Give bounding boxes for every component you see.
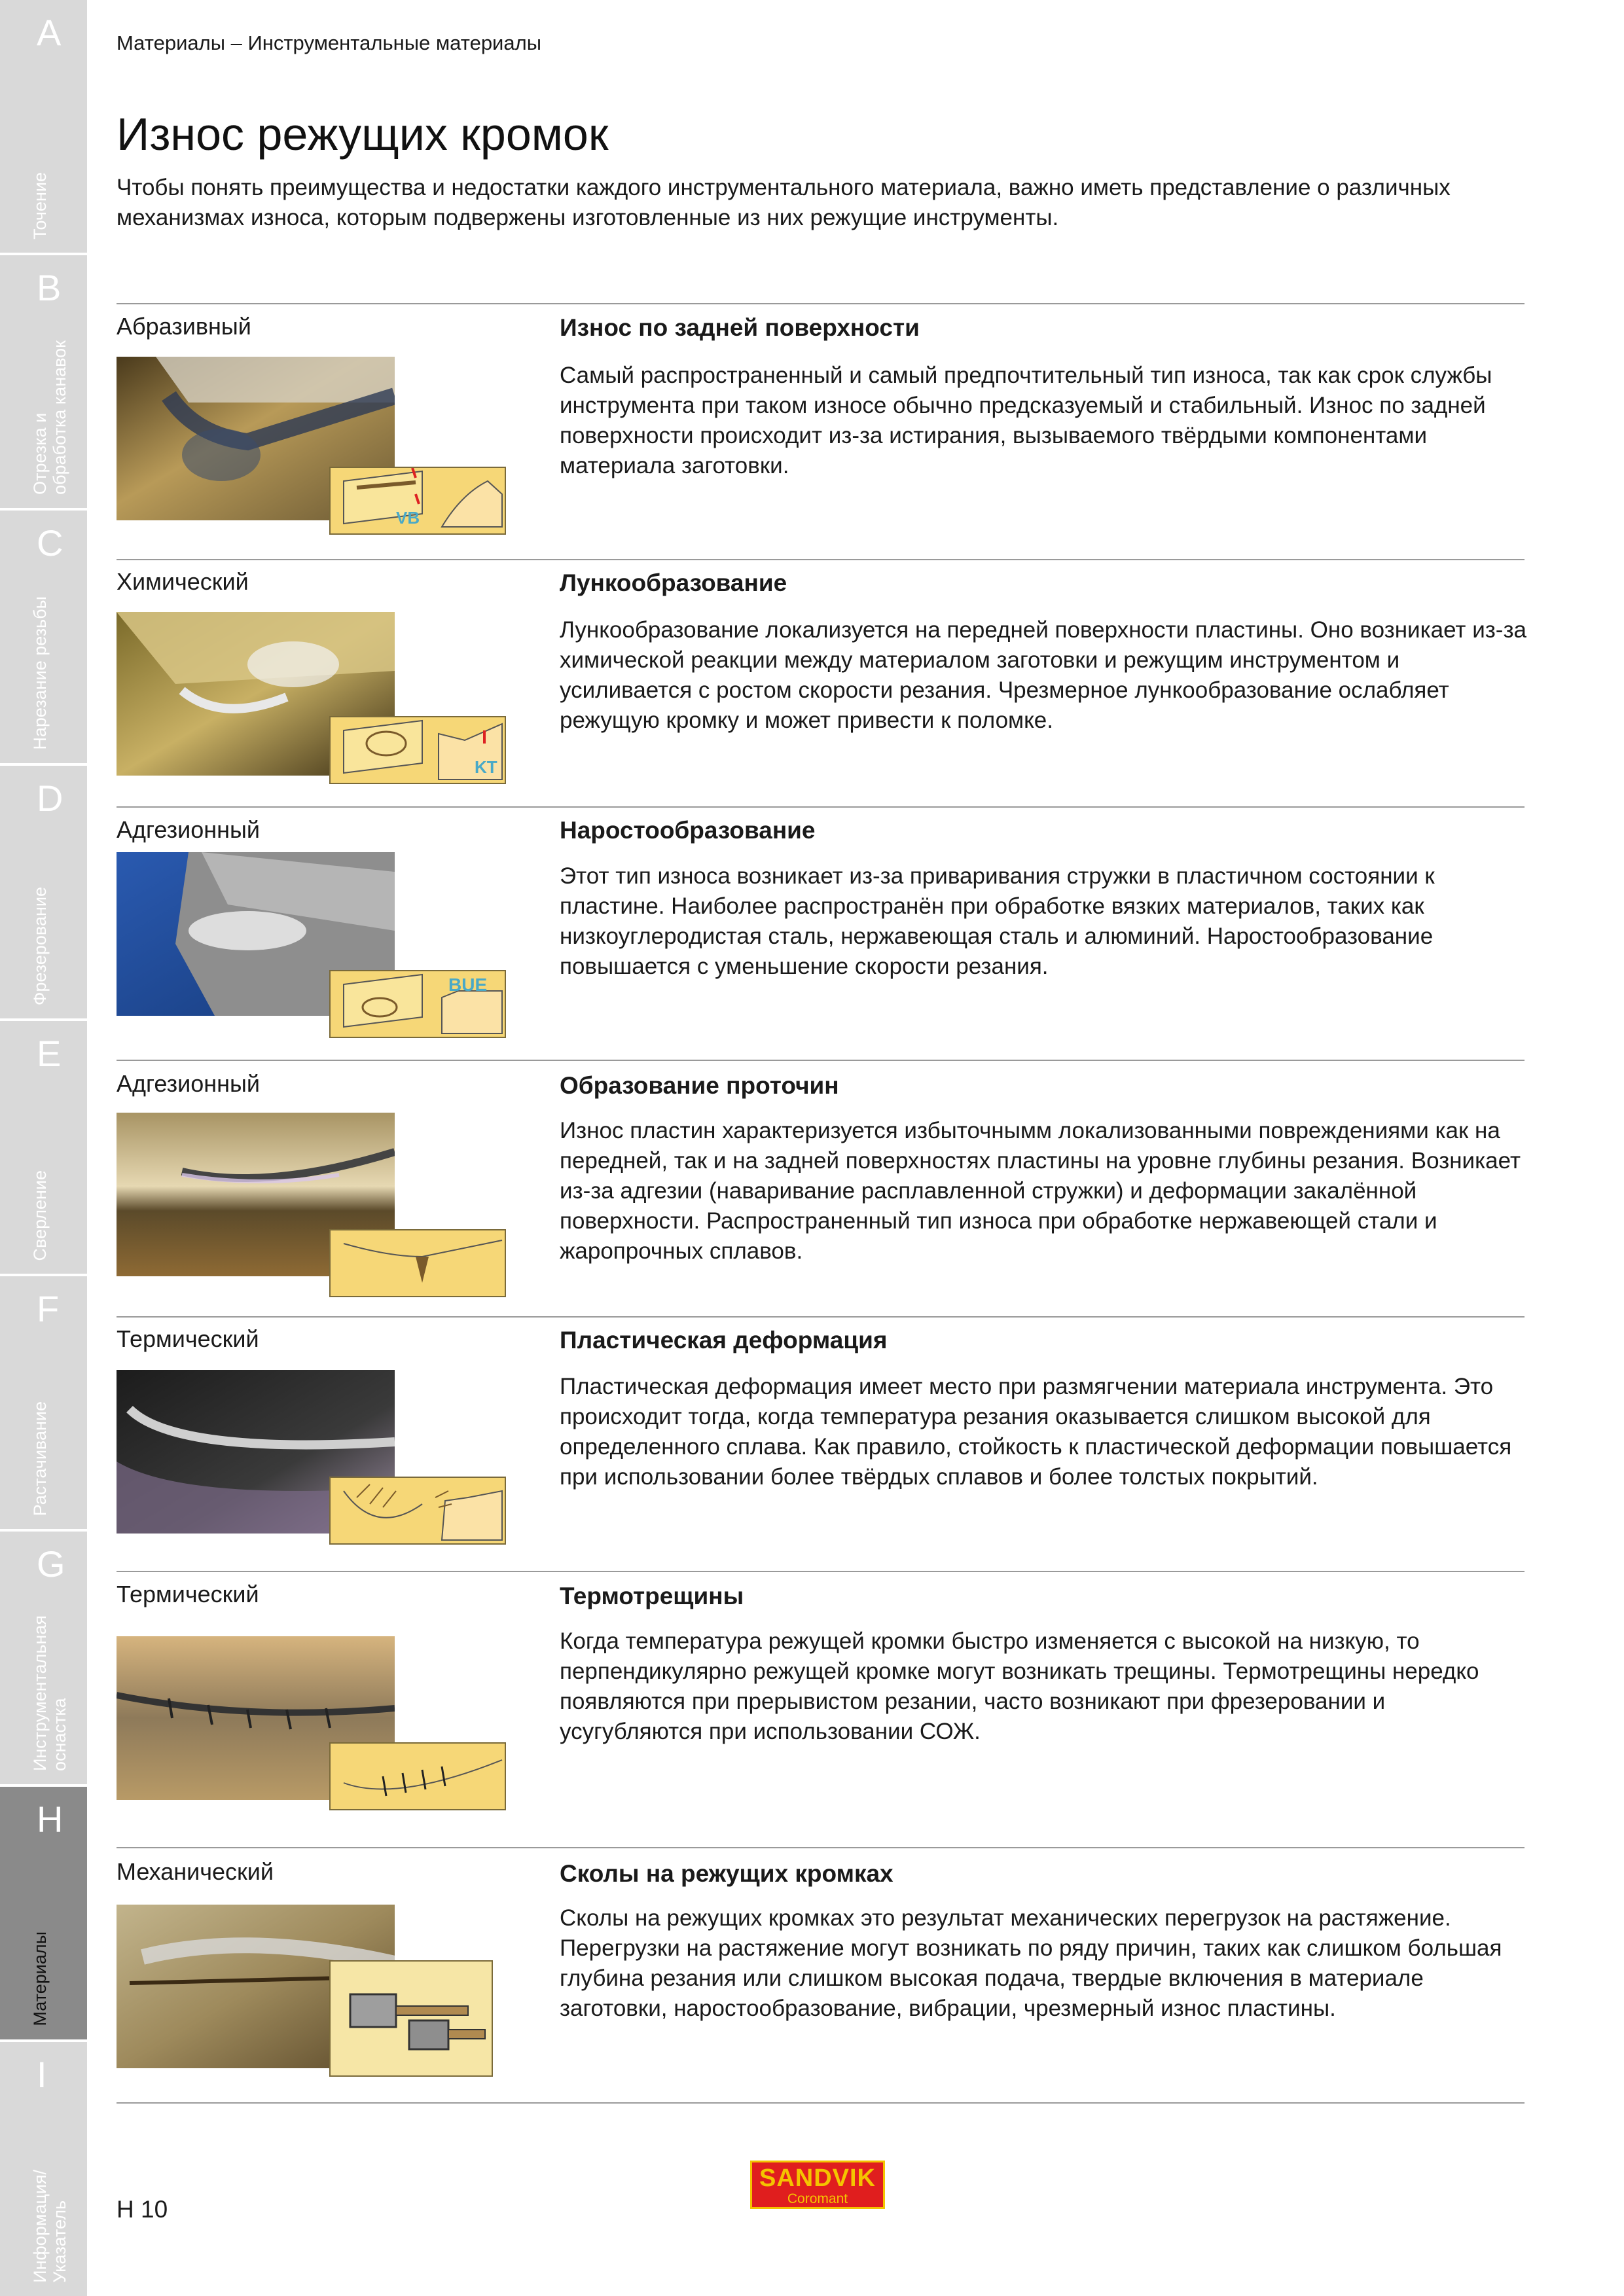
wear-category: Термический: [117, 1325, 259, 1352]
tab-label: Материалы: [30, 1931, 50, 2026]
wear-title: Пластическая деформация: [560, 1327, 888, 1354]
tab-materials[interactable]: [0, 1787, 87, 2039]
wear-category: Адгезионный: [117, 816, 260, 843]
wear-category: Химический: [117, 568, 249, 595]
tab-parting-grooving[interactable]: [0, 255, 87, 508]
tab-threading[interactable]: [0, 511, 87, 763]
sandvik-coromant-logo: [750, 2161, 885, 2209]
tab-drilling[interactable]: [0, 1021, 87, 1274]
section-sidebar: [0, 0, 87, 2296]
tab-letter: C: [37, 522, 63, 564]
wear-description: Этот тип износа возникает из-за приваривания стружки в пластичном состоянии к пластине. Наиболее распространён при обработке вязких материалов, таких как низкоуглеродистая сталь, нержавеющая сталь и алюминий. Наростообразование повышается с уменьшение скорости резания.: [560, 863, 1435, 979]
wear-category: Адгезионный: [117, 1070, 260, 1097]
row-divider: [117, 806, 1525, 808]
wear-category: Термический: [117, 1581, 259, 1607]
tab-tool-holding[interactable]: [0, 1532, 87, 1784]
tab-label: Нарезание резьбы: [30, 596, 50, 750]
wear-title: Износ по задней поверхности: [560, 314, 920, 341]
tab-letter: I: [37, 2054, 47, 2095]
wear-description: Самый распространенный и самый предпочтительный тип износа, так как срок службы инструмента при таком износе обычно предсказуемый и стабильный. Износ по задней поверхности происходит из-за истирания, вызываемого твёрдыми компонентами материала заготовки.: [560, 363, 1492, 478]
page-number: H 10: [117, 2196, 168, 2223]
breadcrumb: Материалы – Инструментальные материалы: [117, 31, 541, 54]
row-divider: [117, 2102, 1525, 2104]
row-divider: [117, 1316, 1525, 1318]
wear-diagram-inset: [329, 1477, 506, 1545]
tab-letter: F: [37, 1288, 60, 1329]
wear-title: Термотрещины: [560, 1583, 744, 1609]
tab-letter: B: [37, 267, 62, 308]
tab-boring[interactable]: [0, 1276, 87, 1529]
tab-label: Инструментальная оснастка: [30, 1615, 69, 1771]
wear-title: Сколы на режущих кромках: [560, 1860, 893, 1887]
wear-title: Наростообразование: [560, 817, 816, 844]
wear-description: Сколы на режущих кромках это результат механических перегрузок на растяжение. Перегрузки на растяжение могут возникать по ряду причин, таких как слишком большая глубина резания или слишком высокая подача, твердые включения в материале заготовки, наростообразование, вибрации, чрезмерный износ пластины.: [560, 1905, 1502, 2021]
wear-category: Механический: [117, 1858, 274, 1885]
wear-diagram-inset: [329, 1960, 493, 2077]
tab-label: Растачивание: [30, 1401, 50, 1516]
tab-letter: E: [37, 1033, 62, 1074]
wear-description: Износ пластин характеризуется избыточнымм локализованными повреждениями как на передней, так и на задней поверхностях пластины на уровне глубины резания. Возникает из-за адгезии (наваривание расплавленной стружки) и деформации закалённой поверхности. Распространенный тип износа при обработке нержавеющей стали и жаропрочных сплавов.: [560, 1118, 1521, 1264]
row-divider: [117, 559, 1525, 560]
logo-main-text: SANDVIK: [759, 2164, 876, 2192]
wear-code-label: VB: [396, 508, 420, 528]
wear-code-label: KT: [475, 757, 497, 777]
logo-sub-text: Coromant: [787, 2191, 848, 2206]
tab-turning[interactable]: [0, 0, 87, 253]
tab-letter: D: [37, 778, 63, 819]
tab-label: Точение: [30, 172, 50, 240]
tab-letter: H: [37, 1799, 63, 1840]
wear-title: Образование проточин: [560, 1072, 839, 1099]
row-divider: [117, 303, 1525, 304]
page-title: Износ режущих кромок: [117, 109, 609, 160]
row-divider: [117, 1571, 1525, 1572]
tab-label: Информация/ Указатель: [30, 2170, 69, 2283]
tab-letter: G: [37, 1543, 65, 1585]
tab-letter: A: [37, 12, 62, 53]
tab-milling[interactable]: [0, 766, 87, 1018]
wear-description: Когда температура режущей кромки быстро изменяется с высокой на низкую, то перпендикулярно режущей кромке могут возникать трещины. Термотрещины нередко появляются при прерывистом резании, часто возникают при фрезеровании и усугубляются при использовании СОЖ.: [560, 1628, 1479, 1744]
tab-information-index[interactable]: [0, 2042, 87, 2296]
wear-code-label: BUE: [448, 975, 488, 995]
wear-diagram-inset: [329, 1742, 506, 1810]
wear-category: Абразивный: [117, 313, 251, 340]
wear-diagram-inset: [329, 970, 506, 1038]
tab-label: Фрезерование: [30, 886, 50, 1005]
wear-description: Лункообразование локализуется на передней поверхности пластины. Оно возникает из-за химической реакции между материалом заготовки и режущим инструментом и усиливается с ростом скорости резания. Чрезмерное лункообразование ослабляет режущую кромку и может привести к поломке.: [560, 617, 1526, 733]
wear-diagram-inset: [329, 1229, 506, 1297]
tab-label: Отрезка и обработка канавок: [30, 340, 69, 495]
wear-diagram-inset: [329, 716, 506, 784]
row-divider: [117, 1847, 1525, 1848]
wear-diagram-inset: [329, 467, 506, 535]
row-divider: [117, 1060, 1525, 1061]
wear-description: Пластическая деформация имеет место при размягчении материала инструмента. Это происходит тогда, когда температура резания оказывается слишком высокой для определенного сплава. Как правило, стойкость к пластической деформации повышается при использовании более твёрдых сплавов и более толстых покрытий.: [560, 1374, 1512, 1490]
tab-label: Сверление: [30, 1170, 50, 1261]
wear-title: Лункообразование: [560, 569, 787, 596]
intro-paragraph: Чтобы понять преимущества и недостатки каждого инструментального материала, важно иметь представление о различных механизмах износа, которым подвержены изготовленные из них режущие инструменты.: [117, 175, 1451, 230]
